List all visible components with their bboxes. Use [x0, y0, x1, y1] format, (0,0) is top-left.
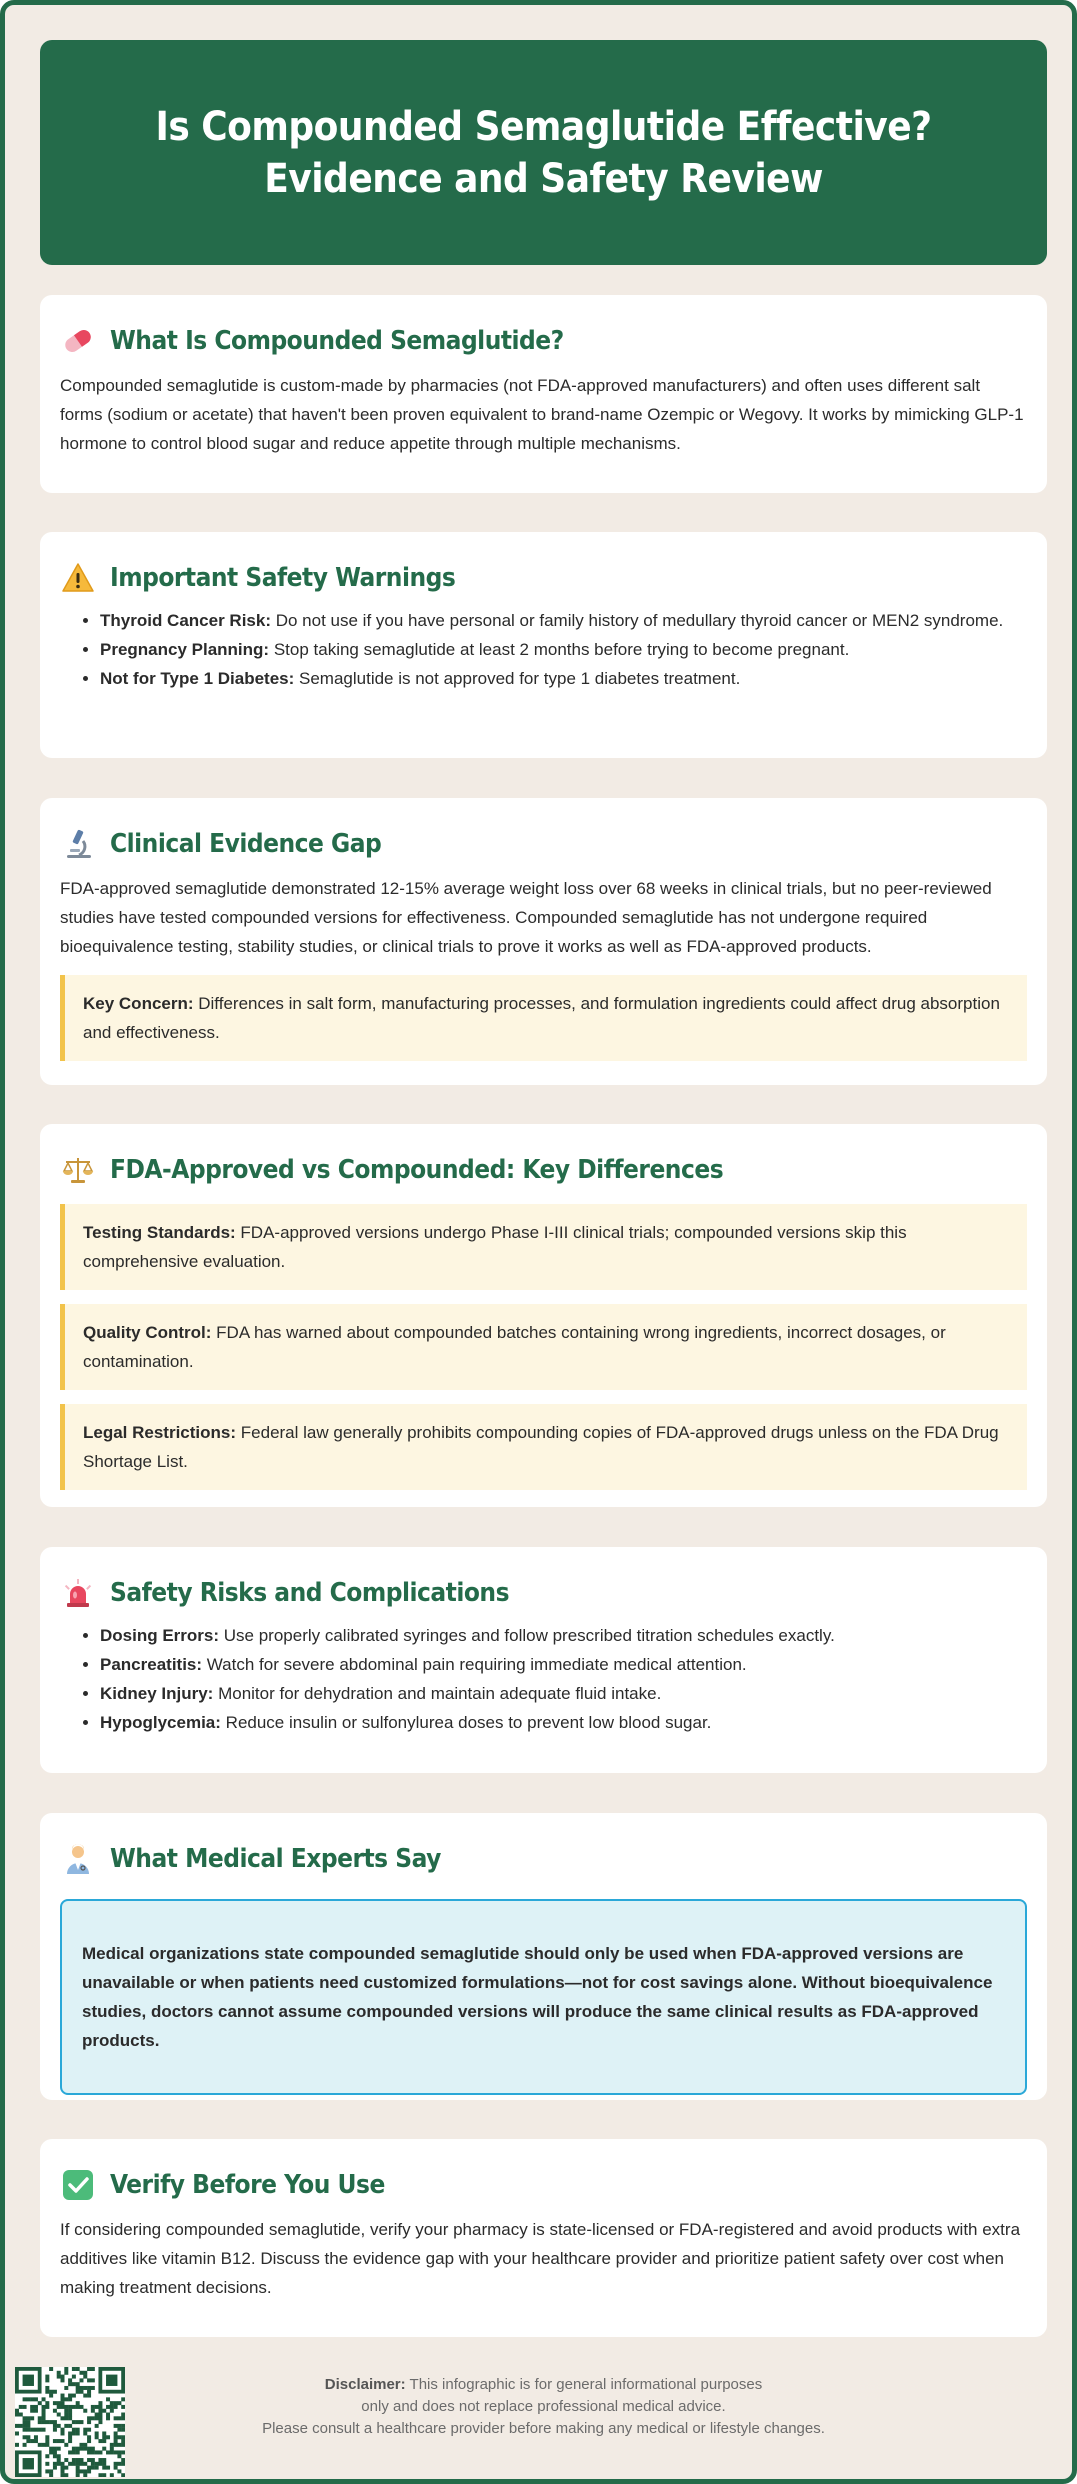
section-text: If considering compounded semaglutide, verify your pharmacy is state-licensed or FDA-registered and avoid products with extra additives like vitamin B12. Discuss the evidence gap with your healthcare provider and prioritize patient safety over cost when making treatment decisions.: [60, 2220, 1021, 2297]
siren-icon: [60, 1575, 96, 1611]
microscope-icon: [60, 826, 96, 862]
card-header: [60, 2161, 1027, 2209]
card-header: [60, 317, 1027, 365]
page-title: Is Compounded Semaglutide Effective? Evidence and Safety Review: [155, 103, 932, 202]
warning-icon: [60, 560, 96, 596]
section-text: FDA-approved semaglutide demonstrated 12-15% average weight loss over 68 weeks in clinical trials, but no peer-reviewed studies have tested compounded versions for effectiveness. Compounded semaglutide has not undergone required bioequivalence testing, stability studies, or clinical trials to prove it works as well as FDA-approved products.: [60, 879, 992, 956]
doctor-icon: [60, 1841, 96, 1877]
list-item: • Thyroid Cancer Risk: Do not use if you have personal or family history of medullary thyroid cancer or MEN2 syndrome.: [100, 606, 1027, 635]
card-key-differences: [40, 1124, 1047, 1507]
card-medical-experts: [40, 1813, 1047, 2100]
card-safety-risks: [40, 1547, 1047, 1773]
card-header: [60, 1835, 1027, 1883]
card-clinical-evidence: [40, 798, 1047, 1085]
card-header: [60, 1569, 1027, 1617]
section-title: Clinical Evidence Gap: [110, 829, 382, 859]
list-item: • Not for Type 1 Diabetes: Semaglutide is not approved for type 1 diabetes treatment.: [100, 664, 1027, 693]
quality-control-callout: Quality Control: FDA has warned about compounded batches containing wrong ingredients, incorrect dosages, or contamination.: [60, 1304, 1027, 1390]
card-safety-warnings: [40, 532, 1047, 758]
list-item: • Pregnancy Planning: Stop taking semaglutide at least 2 months before trying to become pregnant.: [100, 635, 1027, 664]
section-title: Safety Risks and Complications: [110, 1578, 509, 1608]
card-header: [60, 820, 1027, 868]
key-concern-callout: Key Concern: Differences in salt form, manufacturing processes, and formulation ingredients could affect drug absorption and effectiveness.: [60, 975, 1027, 1061]
checkmark-icon: [60, 2167, 96, 2203]
card-header: [60, 1146, 1027, 1194]
card-header: [60, 554, 1027, 602]
disclaimer: Disclaimer: This infographic is for general informational purposes only and does not replace professional medical advice. Please consult a healthcare provider before making any medical or lifestyle changes.: [262, 2376, 825, 2437]
section-title: FDA-Approved vs Compounded: Key Differences: [110, 1155, 724, 1185]
qr-code: [15, 2367, 125, 2477]
section-title: What Is Compounded Semaglutide?: [110, 326, 564, 356]
legal-restrictions-callout: Legal Restrictions: Federal law generally prohibits compounding copies of FDA-approved drugs unless on the FDA Drug Shortage List.: [60, 1404, 1027, 1490]
testing-standards-callout: Testing Standards: FDA-approved versions undergo Phase I-III clinical trials; compounded versions skip this comprehensive evaluation.: [60, 1204, 1027, 1290]
list-item: • Hypoglycemia: Reduce insulin or sulfonylurea doses to prevent low blood sugar.: [100, 1708, 1027, 1737]
risks-list: [60, 1621, 1027, 1737]
pill-icon: [60, 323, 96, 359]
scales-icon: [60, 1152, 96, 1188]
title-banner: [40, 40, 1047, 265]
list-item: • Kidney Injury: Monitor for dehydration and maintain adequate fluid intake.: [100, 1679, 1027, 1708]
list-item: • Pancreatitis: Watch for severe abdominal pain requiring immediate medical attention.: [100, 1650, 1027, 1679]
section-title: Verify Before You Use: [110, 2170, 385, 2200]
section-title: What Medical Experts Say: [110, 1844, 441, 1874]
expert-quote-box: Medical organizations state compounded semaglutide should only be used when FDA-approved versions are unavailable or when patients need customized formulations—not for cost savings alone. Without bioequivalence studies, doctors cannot assume compounded versions will produce the same clinical results as FDA-approved products.: [60, 1899, 1027, 2095]
section-title: Important Safety Warnings: [110, 563, 456, 593]
card-verify: [40, 2139, 1047, 2337]
disclaimer-label: Disclaimer:: [324, 2376, 406, 2393]
card-what-is: [40, 295, 1047, 493]
list-item: • Dosing Errors: Use properly calibrated syringes and follow prescribed titration schedules exactly.: [100, 1621, 1027, 1650]
warnings-list: [60, 606, 1027, 693]
section-text: Compounded semaglutide is custom-made by pharmacies (not FDA-approved manufacturers) and often uses different salt forms (sodium or acetate) that haven't been proven equivalent to brand-name Ozempic or Wegovy. It works by mimicking GLP-1 hormone to control blood sugar and reduce appetite through multiple mechanisms.: [60, 376, 1024, 453]
